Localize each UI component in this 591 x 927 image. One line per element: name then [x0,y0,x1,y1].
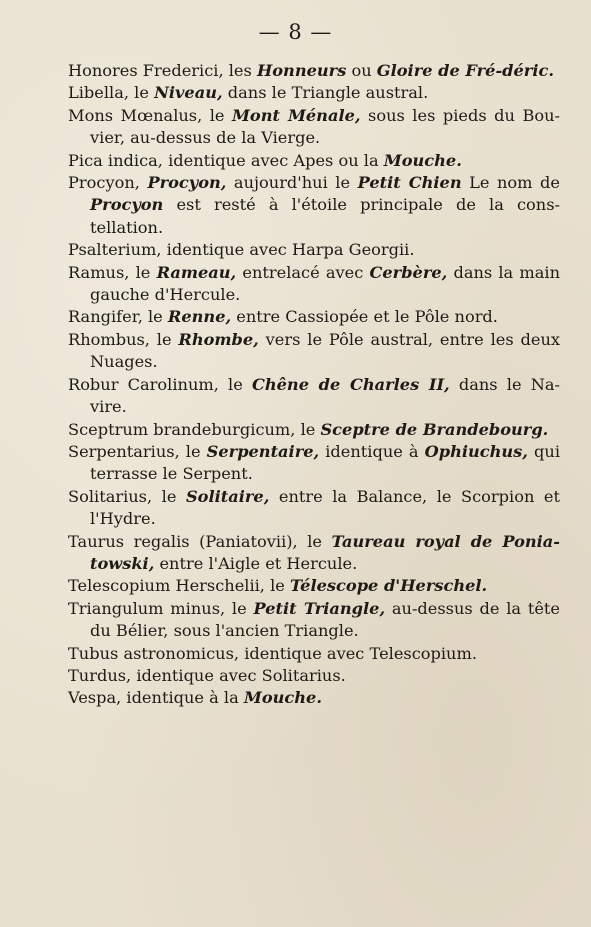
french-name: Rhombe, [178,329,259,349]
entry-text: au-dessus de la tête du Bélier, sous l'ancien Triangle. [90,598,560,641]
french-name: Télescope d'Herschel. [290,576,488,596]
constellation-entry [68,598,560,643]
french-name: Chêne de Charles II, [251,374,450,394]
constellation-entry [68,441,560,486]
constellation-entry [68,262,560,307]
french-name: Renne, [167,307,232,327]
french-name: Sceptre de Brandebourg. [320,419,549,439]
french-name: Mouche. [383,150,462,170]
constellation-entry [68,486,560,531]
french-name: Solitaire, [185,486,270,506]
french-name: Honneurs [256,61,347,80]
french-name: Cerbère, [369,262,448,282]
entry-text: Honores Frederici, les [68,61,257,80]
french-name: Serpentaire, [206,441,320,461]
constellation-list [68,60,560,710]
constellation-entry [68,150,560,172]
entry-text: Rangifer, le [68,307,168,327]
entry-text: entre Cassiopée et le Pôle nord. [231,307,498,327]
entry-text: Vespa, identique à la [68,688,244,708]
french-name: Ophiuchus, [424,441,528,461]
entry-text: Sceptrum brandeburgicum, le [68,419,321,439]
entry-text: Turdus, identique avec Solitarius. [68,665,346,685]
entry-text: vers le Pôle austral, entre les deux Nuages. [90,329,560,372]
entry-text: Rhombus, le [68,329,179,349]
entry-text: Triangulum minus, le [68,598,254,618]
constellation-entry [68,419,560,441]
constellation-entry [68,687,560,709]
french-name: Gloire de Fré-déric. [376,61,554,80]
entry-text: aujourd'hui le [226,173,358,193]
constellation-entry [68,82,560,104]
french-name: Mont Ménale, [232,105,361,125]
constellation-entry [68,643,560,665]
entry-text: dans la main gauche d'Hercule. [90,262,560,305]
entry-text: Psalterium, identique avec Harpa Georgii. [68,240,415,260]
constellation-entry [68,374,560,419]
page-number: — 8 — [258,20,333,44]
entry-text: Tubus astronomicus, identique avec Telescopium. [68,643,477,663]
constellation-entry [68,575,560,597]
french-name: Mouche. [243,688,322,708]
entry-text: Pica indica, identique avec Apes ou la [68,150,384,170]
entry-text: Taurus regalis (Paniatovii), le [68,531,332,551]
entry-text: Telescopium Herschelii, le [68,576,290,596]
french-name: Procyon, [147,173,227,193]
entry-text: identique à [319,441,425,461]
entry-text: entre l'Aigle et Hercule. [154,553,358,573]
french-name: Procyon [90,195,164,215]
constellation-entry [68,665,560,687]
constellation-entry [68,239,560,261]
entry-text: entre la Balance, le Scorpion et l'Hydre. [90,486,560,529]
entry-text: Le nom de [461,173,560,193]
french-name: Niveau, [154,83,223,103]
entry-text: est resté à l'étoile principale de la cons-tellation. [90,195,560,237]
entry-text: Mons Mœnalus, le [68,105,233,125]
french-name: Petit Triangle, [253,598,386,618]
constellation-entry [68,105,560,150]
french-name: Taureau royal de Ponia-towski, [90,531,560,573]
entry-text: dans le Na-vire. [90,374,560,417]
entry-text: dans le Triangle austral. [222,83,429,103]
constellation-entry [68,329,560,374]
constellation-entry [68,172,560,239]
entry-text: entrelacé avec [236,262,370,282]
constellation-entry [68,60,560,82]
entry-text: ou [346,61,377,80]
entry-text: sous les pieds du Bou-vier, au-dessus de la Vierge. [90,105,560,148]
entry-text: Libella, le [68,83,155,103]
french-name: Petit Chien [357,173,462,193]
french-name: Rameau, [156,262,237,282]
entry-text: qui terrasse le Serpent. [90,441,560,484]
entry-text: Solitarius, le [68,486,186,506]
entry-text: Procyon, [68,173,148,193]
constellation-entry [68,306,560,328]
entry-text: Serpentarius, le [68,441,207,461]
constellation-entry [68,531,560,576]
entry-text: Robur Carolinum, le [68,374,252,394]
entry-text: Ramus, le [68,262,157,282]
